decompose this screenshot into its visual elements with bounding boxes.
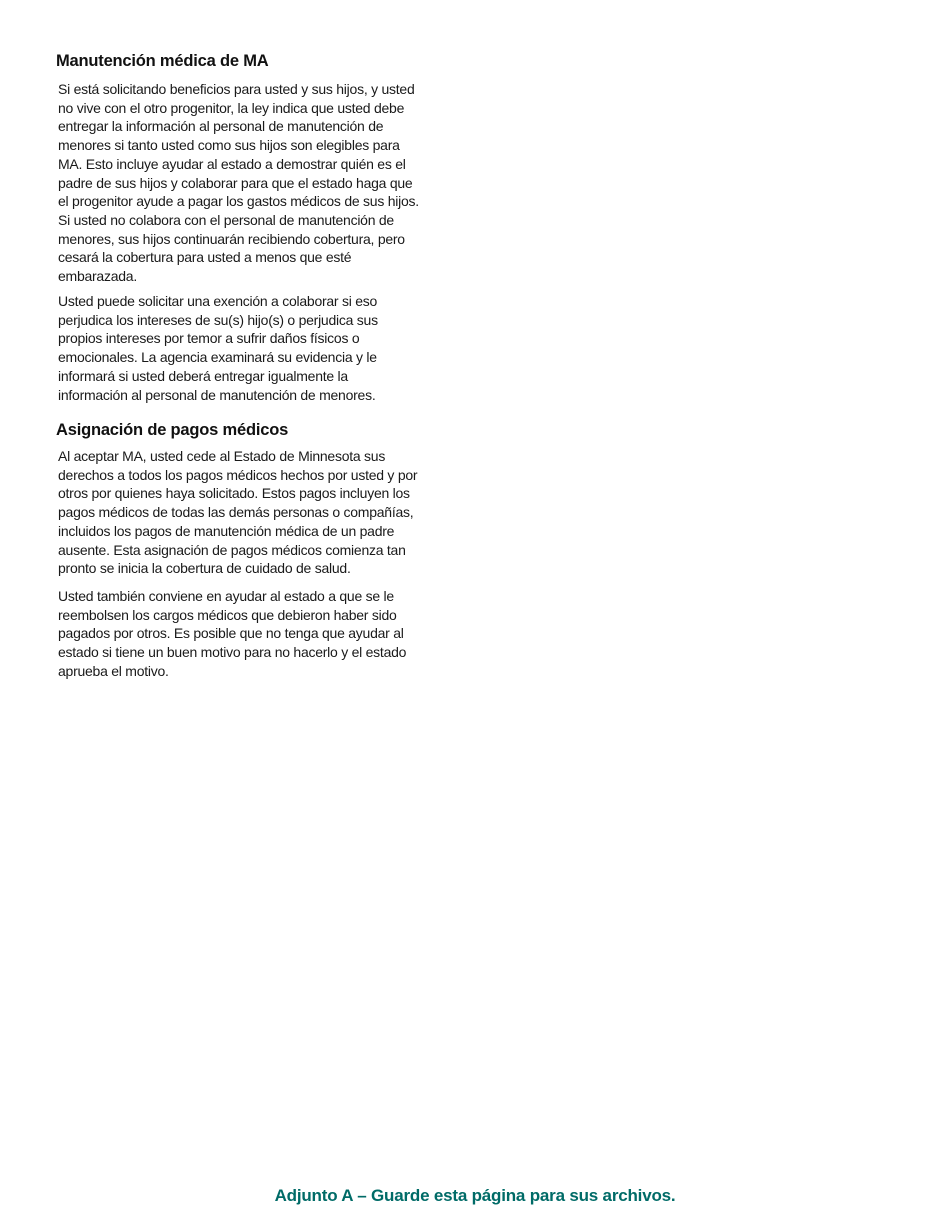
text-line: incluidos los pagos de manutención médica de un padre xyxy=(58,522,395,539)
text-line: pagados por otros. Es posible que no tenga que ayudar al xyxy=(58,625,404,642)
paragraph-asignacion-2 xyxy=(58,587,406,681)
text-line: no vive con el otro progenitor, la ley indica que usted debe xyxy=(58,99,405,116)
text-line: Si está solicitando beneficios para usted y sus hijos, y usted xyxy=(58,81,415,97)
text-line: propios intereses por temor a sufrir daños físicos o xyxy=(58,330,360,347)
text-line: perjudica los intereses de su(s) hijo(s) o perjudica sus xyxy=(58,311,378,328)
paragraph-manutencion-2 xyxy=(58,292,378,404)
text-line: entregar la información al personal de manutención de xyxy=(58,118,384,135)
text-line: Usted puede solicitar una exención a colaborar si eso xyxy=(58,293,378,309)
text-line: reembolsen los cargos médicos que debieron haber sido xyxy=(58,606,397,623)
text-line: pagos médicos de todas las demás personas o compañías, xyxy=(58,504,414,521)
text-line: Si usted no colabora con el personal de manutención de xyxy=(58,211,394,228)
text-line: otros por quienes haya solicitado. Estos pagos incluyen los xyxy=(58,485,410,502)
text-line: información al personal de manutención de menores. xyxy=(58,386,376,403)
paragraph-asignacion-1 xyxy=(58,447,417,578)
text-line: el progenitor ayude a pagar los gastos médicos de sus hijos. xyxy=(58,193,419,210)
text-line: cesará la cobertura para usted a menos que esté xyxy=(58,249,352,266)
text-line: Al aceptar MA, usted cede al Estado de Minnesota sus xyxy=(58,448,386,464)
text-line: menores, sus hijos continuarán recibiendo cobertura, pero xyxy=(58,230,405,247)
paragraph-manutencion-1 xyxy=(58,80,419,286)
text-line: embarazada. xyxy=(58,268,137,285)
text-line: Usted también conviene en ayudar al estado a que se le xyxy=(58,588,394,604)
text-line: informará si usted deberá entregar igualmente la xyxy=(58,367,348,384)
text-line: derechos a todos los pagos médicos hechos por usted y por xyxy=(58,466,418,483)
page-footer: Adjunto A – Guarde esta página para sus archivos. xyxy=(274,1186,676,1205)
text-line: padre de sus hijos y colaborar para que el estado haga que xyxy=(58,174,413,191)
section-heading-manutencion: Manutención médica de MA xyxy=(56,52,269,70)
text-line: ausente. Esta asignación de pagos médicos comienza tan xyxy=(58,541,406,558)
text-line: aprueba el motivo. xyxy=(58,662,169,679)
text-line: pronto se inicia la cobertura de cuidado de salud. xyxy=(58,560,351,577)
text-line: menores si tanto usted como sus hijos son elegibles para xyxy=(58,137,400,154)
text-line: emocionales. La agencia examinará su evidencia y le xyxy=(58,349,377,366)
section-heading-asignacion: Asignación de pagos médicos xyxy=(56,421,289,439)
text-line: estado si tiene un buen motivo para no hacerlo y el estado xyxy=(58,644,407,661)
text-line: MA. Esto incluye ayudar al estado a demostrar quién es el xyxy=(58,155,406,172)
